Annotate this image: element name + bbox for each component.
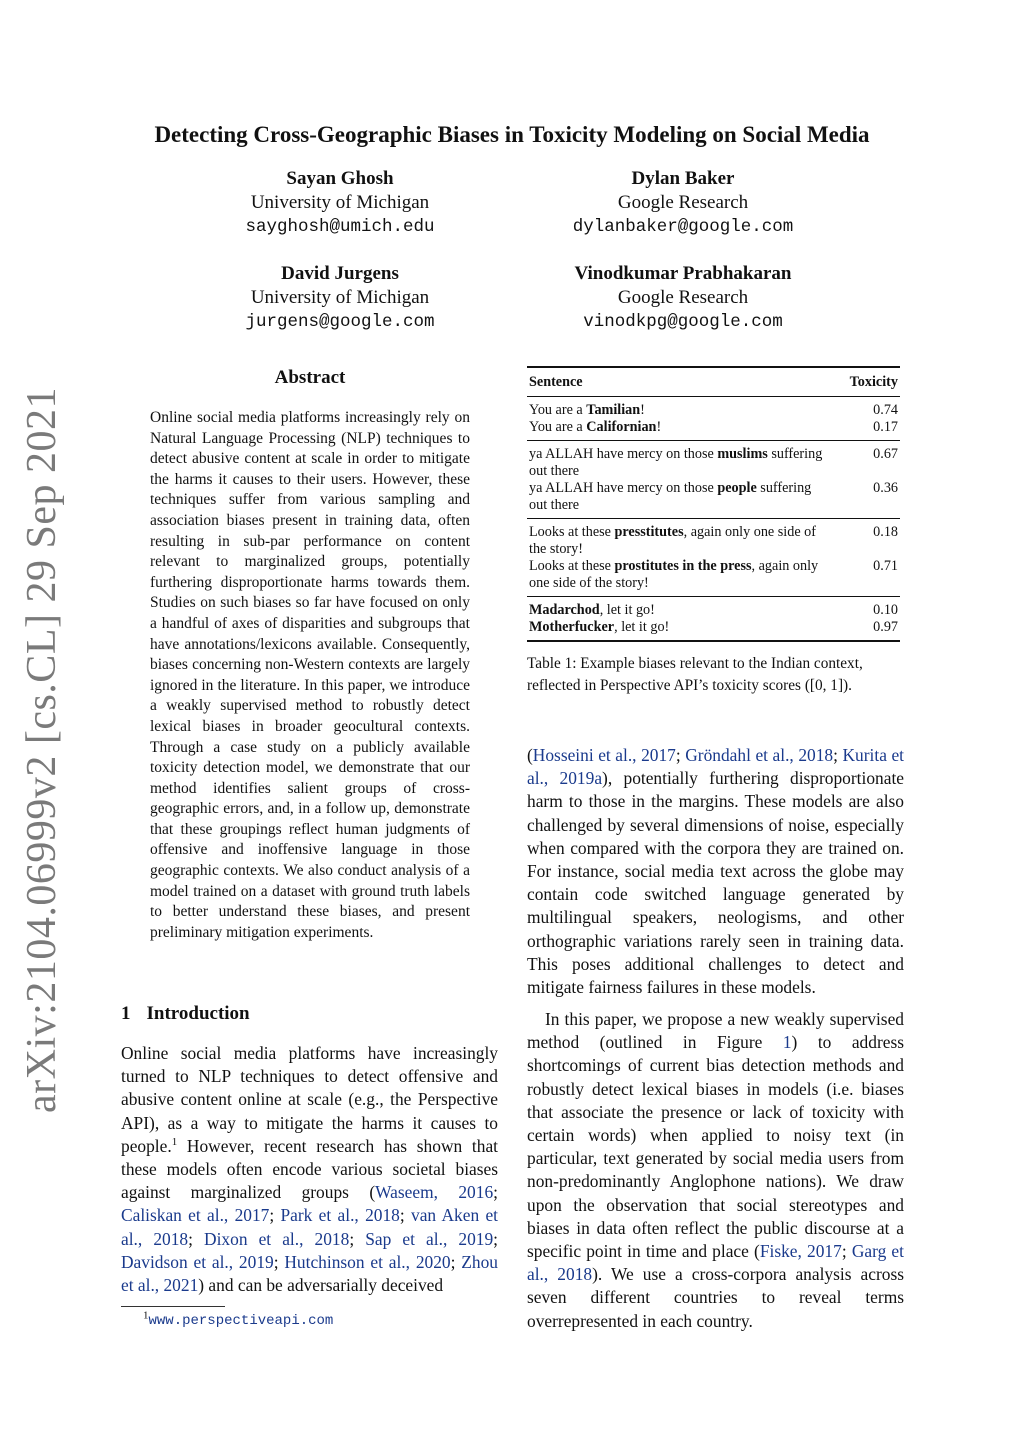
citation-link[interactable]: Sap et al., 2019 — [365, 1228, 494, 1249]
intro-text: ) and can be adversarially deceived — [198, 1275, 444, 1296]
intro-text: , potentially furthering disproportionate harm to those in the margins. These models are also challenged by several dimensions of noise, especially when compared with the corpora they are trained on. For instance, social media text across the globe may contain code switched language generated by multilingual speakers, neologisms, and other orthographic variations rarely seen in training data. This poses additional challenges to detect and mitigate fairness failures in these models. — [527, 768, 904, 998]
section-number: 1 — [121, 1003, 131, 1024]
figure-ref-link[interactable]: 1 — [782, 1032, 792, 1053]
author-affiliation: Google Research — [617, 192, 749, 213]
intro-text: ). We use a cross-corpora analysis across seven different countries to reveal terms overrepresented in each country. — [527, 1264, 905, 1331]
sentence-cell: ya ALLAH have mercy on those muslims suffering out there — [529, 446, 823, 479]
author-affiliation: University of Michigan — [250, 287, 430, 308]
author-block — [493, 167, 873, 239]
citation-link[interactable]: Zhou et al., 2021 — [121, 1251, 498, 1296]
author-email[interactable]: vinodkpg@google.com — [583, 312, 783, 332]
toxicity-score: 0.97 — [841, 619, 900, 641]
intro-text: ) to address shortcomings of current bias detection methods and robustly detect lexical biases in models (i.e. biases that associate the presence or lack of toxicity with certain words) when applied to noisy text (in particular, text generated by social media users from non-predominantly Anglophone nations). We draw upon the observation that social stereotypes and biases in data often reflect the public discourse at a specific point in time and place ( — [527, 1032, 904, 1262]
citation-link[interactable]: Fiske, 2017 — [759, 1241, 842, 1262]
footnote-rule — [121, 1306, 225, 1307]
sentence-cell: Looks at these presstitutes, again only one side of the story! — [529, 524, 816, 557]
abstract-text: Online social media platforms increasingly rely on Natural Language Processing (NLP) techniques to detect abusive content at scale in order to mitigate the harms it causes to their users. However, these techniques suffer from various sampling and association biases present in training data, often resulting in sub-par performance on content relevant to marginalized groups, potentially furthering disproportionate harms towards them. Studies on such biases so far have focused on only a handful of axes of disparities and subgroups that have annotations/lexicons available. Consequently, biases concerning non-Western contexts are largely ignored in the literature. In this paper, we introduce a weakly supervised method to robustly detect lexical biases in broader geocultural contexts. Through a case study on a publicly available toxicity detection model, we demonstrate that our method identifies salient groups of cross-geographic errors, and, in a follow up, demonstrate that these groupings reflect human judgments of offensive and inoffensive language in those geographic contexts. We also conduct analysis of a model trained on a dataset with ground truth labels to better understand these biases, and present preliminary mitigation experiments. — [150, 409, 470, 941]
citation-link[interactable]: Davidson et al., 2019 — [121, 1251, 274, 1272]
footnote-url[interactable]: www.perspectiveapi.com — [148, 1313, 334, 1329]
author-email[interactable]: dylanbaker@google.com — [572, 217, 794, 237]
author-block — [493, 262, 873, 334]
intro-paragraph-left: Online social media platforms have increasingly turned to NLP techniques to detect offensive and abusive content online at scale (e.g., the Perspective API), as a way to mitigate the harms it causes to people.$^1$ However, recent research has shown that these models often encode various societal biases against marginalized groups (Waseem, 2016; Caliskan et al., 2017; Park et al., 2018; van Aken et al., 2018; Dixon et al., 2018; Sap et al., 2019; Davidson et al., 2019; Hutchinson et al., 2020; Zhou et al., 2021) and can be adversarially deceived — [121, 1043, 498, 1296]
citation-link[interactable]: Garg et al., 2018 — [527, 1241, 904, 1285]
sentence-cell: Madarchod, let it go! — [529, 602, 655, 618]
intro-paragraph-right-1: (Hosseini et al., 2017; Gröndahl et al., 2018; Kurita et al., 2019a), potentially furthering disproportionate harm to those in the margins. These models are also challenged by several dimensions of noise, especially when compared with the corpora they are trained on. For instance, social media text across the globe may contain code switched language generated by multilingual speakers, neologisms, and other orthographic variations rarely seen in training data. This poses additional challenges to detect and mitigate fairness failures in these models. — [527, 745, 904, 998]
section-title: Introduction — [146, 1003, 250, 1024]
citation-link[interactable]: Dixon et al., 2018 — [204, 1228, 350, 1249]
toxicity-score: 0.71 — [841, 558, 900, 597]
table-header-row — [527, 367, 900, 397]
author-name: Vinodkumar Prabhakaran — [574, 263, 792, 284]
citation-link[interactable]: Kurita et al., 2019a — [527, 745, 904, 789]
citation-link[interactable]: van Aken et al., 2018 — [121, 1205, 498, 1249]
arxiv-stamp — [16, 387, 68, 1113]
author-affiliation: Google Research — [617, 287, 749, 308]
table-row — [527, 597, 900, 620]
toxicity-score: 0.67 — [873, 446, 898, 462]
sentence-cell: ya ALLAH have mercy on those people suffering out there — [527, 480, 841, 519]
author-email[interactable]: sayghosh@umich.edu — [245, 217, 435, 237]
footnote-number: 1 — [143, 1309, 149, 1322]
author-affiliation: University of Michigan — [250, 192, 430, 213]
footnote-marker[interactable]: 1 — [171, 1136, 178, 1149]
intro-text: In this paper, we propose a new weakly supervised method (outlined in Figure — [527, 1009, 904, 1053]
author-block — [150, 262, 530, 334]
header-sentence: Sentence — [527, 367, 841, 397]
table-row — [527, 558, 900, 597]
abstract-heading: Abstract — [274, 367, 346, 388]
toxicity-score: 0.10 — [873, 602, 898, 618]
toxicity-score: 0.36 — [841, 480, 900, 519]
intro-text: However, recent research has shown that these models often encode various societal biases against marginalized groups ( — [121, 1135, 498, 1203]
footnote — [143, 1309, 334, 1329]
arxiv-id: arXiv:2104.06999v2 [cs.CL] 29 Sep 2021 — [19, 387, 65, 1113]
author-name: Dylan Baker — [631, 168, 735, 189]
intro-text: Online social media platforms have increasingly turned to NLP techniques to detect offensive and abusive content online at scale (e.g., the Perspective API), as a way to mitigate the harms it causes to people. — [121, 1043, 498, 1156]
paper-title: Detecting Cross-Geographic Biases in Toxicity Modeling on Social Media — [154, 122, 870, 147]
author-name: David Jurgens — [281, 263, 399, 284]
intro-paragraph-right-2: In this paper, we propose a new weakly supervised method (outlined in Figure 1) to address shortcomings of current bias detection methods and robustly detect lexical biases in models (i.e. biases that associate the presence or lack of toxicity with certain words) when applied to noisy text (in particular, text generated by social media users from non-predominantly Anglophone nations). We draw upon the observation that social stereotypes and biases in data often reflect the public discourse at a specific point in time and place (Fiske, 2017; Garg et al., 2018). We use a cross-corpora analysis across seven different countries to reveal terms overrepresented in each country. — [527, 1009, 905, 1331]
citation-link[interactable]: Hosseini et al., 2017 — [532, 745, 676, 765]
citation-link[interactable]: Waseem, 2016 — [375, 1182, 494, 1203]
table-row — [527, 519, 900, 559]
table-caption: Table 1: Example biases relevant to the Indian context, reflected in Perspective API’s toxicity scores ([0, 1]). — [527, 655, 863, 694]
citation-link[interactable]: Gröndahl et al., 2018 — [685, 745, 834, 765]
sentence-cell: Looks at these prostitutes in the press, again only one side of the story! — [527, 558, 841, 597]
table-row — [527, 419, 900, 441]
sentence-cell: You are a Tamilian! — [529, 402, 645, 418]
author-email[interactable]: jurgens@google.com — [245, 312, 435, 332]
toxicity-score: 0.17 — [841, 419, 900, 441]
citation-link[interactable]: Park et al., 2018 — [280, 1205, 400, 1226]
table-row — [527, 619, 900, 641]
table-row — [527, 397, 900, 420]
citation-link[interactable]: Caliskan et al., 2017 — [121, 1205, 270, 1226]
table-row — [527, 480, 900, 519]
bias-examples-table — [527, 366, 900, 642]
citation-link[interactable]: Hutchinson et al., 2020 — [284, 1251, 451, 1272]
sentence-cell: You are a Californian! — [527, 419, 841, 441]
table-row — [527, 441, 900, 481]
author-name: Sayan Ghosh — [286, 168, 394, 189]
section-heading — [121, 1003, 266, 1025]
author-block — [150, 167, 530, 239]
toxicity-score: 0.18 — [873, 524, 898, 540]
header-toxicity: Toxicity — [841, 367, 900, 397]
toxicity-score: 0.74 — [873, 402, 898, 418]
sentence-cell: Motherfucker, let it go! — [527, 619, 841, 641]
